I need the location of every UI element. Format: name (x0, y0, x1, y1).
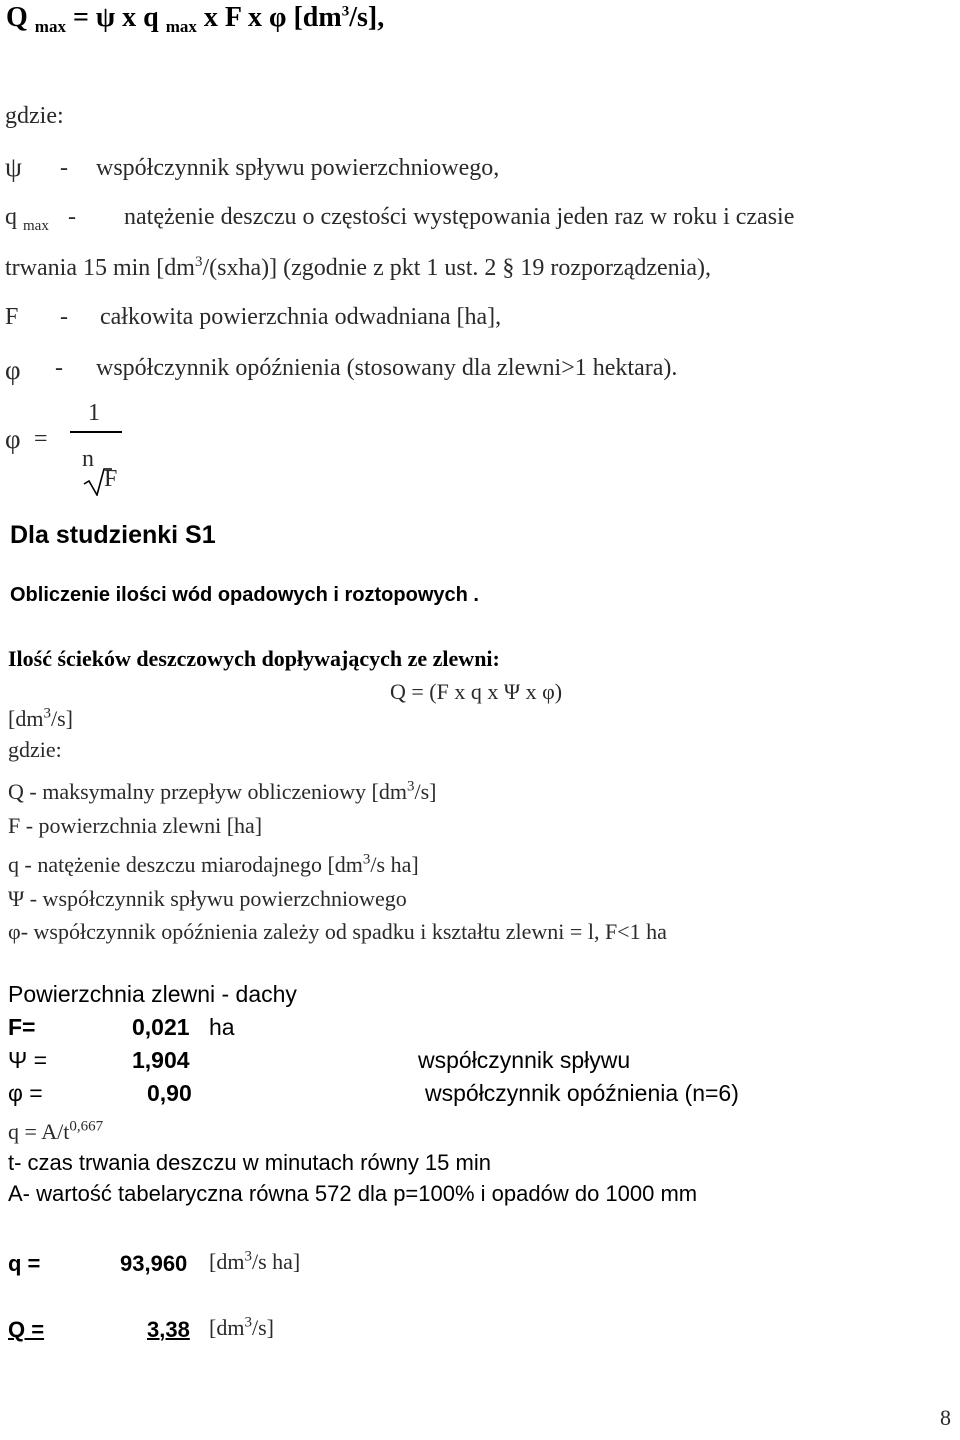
f-symbol: F (5, 304, 19, 330)
q-eq-a: q = A/t (8, 1119, 70, 1144)
legend-q-small (8, 852, 419, 878)
psi-label: Ψ = (8, 1047, 48, 1073)
root-index: n (82, 446, 94, 472)
formula-f-phi: x F x φ [dm (203, 2, 342, 33)
q-formula: Q = (F x q x Ψ x φ) (390, 679, 563, 704)
legend-q (8, 779, 436, 805)
unit-b: /s] (251, 1315, 274, 1340)
q-cont-a: trwania 15 min [dm (5, 255, 195, 281)
phi-formula-eq: = (34, 426, 48, 452)
exponent: 3 (362, 851, 371, 868)
legend-psi: Ψ - współczynnik spływu powierzchniowego (8, 886, 407, 911)
max-subscript: max (34, 17, 66, 36)
phi-description: współczynnik opóźnienia (n=6) (425, 1080, 739, 1106)
section-subtitle: Obliczenie ilości wód opadowych i roztopowych . (10, 584, 479, 606)
formula-psi-q: = ψ x q (72, 2, 159, 33)
exponent: 3 (244, 1248, 252, 1265)
unit-a: [dm (209, 1315, 245, 1340)
gdzie-label-2: gdzie: (8, 737, 62, 762)
exponent: 3 (194, 254, 203, 270)
q-eq-exponent: 0,667 (69, 1118, 104, 1135)
q-max-symbol (5, 204, 49, 234)
fraction-line (70, 431, 122, 433)
bigq-result-unit (209, 1315, 274, 1341)
legend-q-a: Q - maksymalny przepływ obliczeniowy [dm (8, 779, 407, 804)
q-cont-b: /(sxha)] (zgodnie z pkt 1 ust. 2 § 19 rozporządzenia), (202, 255, 711, 281)
f-unit: ha (209, 1014, 235, 1040)
q-definition: natężenie deszczu o częstości występowania jeden raz w roku i czasie (124, 204, 795, 230)
f-label: F= (8, 1014, 36, 1040)
psi-definition: współczynnik spływu powierzchniowego, (96, 155, 500, 181)
phi-value: 0,90 (147, 1080, 192, 1106)
phi-symbol: φ (5, 355, 21, 385)
legend-f: F - powierzchnia zlewni [ha] (8, 813, 263, 838)
q-max-sub: max (23, 218, 49, 234)
unit-a: [dm (8, 706, 44, 731)
f-dash: - (60, 304, 68, 330)
legend-qs-b: /s ha] (370, 852, 419, 877)
t-line: t- czas trwania deszczu w minutach równy 15 min (8, 1150, 491, 1175)
exponent: 3 (341, 3, 350, 20)
q-result-unit (209, 1249, 300, 1275)
bigq-result-value (147, 1317, 190, 1343)
phi-label: φ = (8, 1080, 43, 1106)
legend-qs-a: q - natężenie deszczu miarodajnego [dm (8, 852, 363, 877)
bigq-result-label (8, 1317, 44, 1343)
f-definition: całkowita powierzchnia odwadniana [ha], (100, 304, 502, 330)
psi-dash: - (60, 155, 68, 181)
page-number: 8 (940, 1405, 951, 1430)
f-value: 0,021 (132, 1014, 190, 1040)
bigq-value-text: 3,38 (147, 1317, 190, 1342)
phi-numerator: 1 (88, 400, 100, 426)
bigq-label-text: Q = (8, 1317, 45, 1342)
a-line: A- wartość tabelaryczna równa 572 dla p=100% i opadów do 1000 mm (8, 1181, 698, 1206)
q-dash: - (68, 204, 76, 230)
radicand: F (104, 466, 118, 492)
unit-a: [dm (209, 1249, 245, 1274)
section-title: Dla studzienki S1 (10, 521, 216, 549)
formula-tail: /s], (349, 2, 385, 33)
psi-symbol: ψ (5, 152, 22, 182)
q-sym: q (5, 204, 17, 230)
q-symbol: Q (6, 2, 28, 33)
exponent: 3 (244, 1314, 252, 1331)
q-equation (8, 1119, 103, 1145)
q-result-label: q = (8, 1251, 41, 1276)
exponent: 3 (406, 778, 415, 795)
legend-phi: φ- współczynnik opóźnienia zależy od spadku i kształtu zlewni = l, F<1 ha (8, 919, 667, 944)
exponent: 3 (43, 705, 51, 722)
inflow-heading: Ilość ścieków deszczowych dopływających ze zlewni: (8, 646, 500, 671)
phi-formula-lhs: φ (5, 424, 21, 454)
phi-dash: - (55, 355, 63, 381)
q-result-value: 93,960 (120, 1251, 188, 1276)
legend-q-b: /s] (414, 779, 437, 804)
gdzie-label: gdzie: (5, 103, 64, 129)
unit-b: /s ha] (251, 1249, 301, 1274)
q-formula-unit (8, 706, 73, 732)
q-definition-cont (5, 255, 711, 282)
psi-description: współczynnik spływu (418, 1047, 631, 1073)
unit-b: /s] (50, 706, 73, 731)
phi-definition: współczynnik opóźnienia (stosowany dla zlewni>1 hektara). (96, 355, 678, 381)
area-title: Powierzchnia zlewni - dachy (8, 981, 297, 1007)
psi-value: 1,904 (132, 1047, 190, 1073)
formula-header (6, 2, 384, 34)
max-subscript: max (165, 17, 197, 36)
